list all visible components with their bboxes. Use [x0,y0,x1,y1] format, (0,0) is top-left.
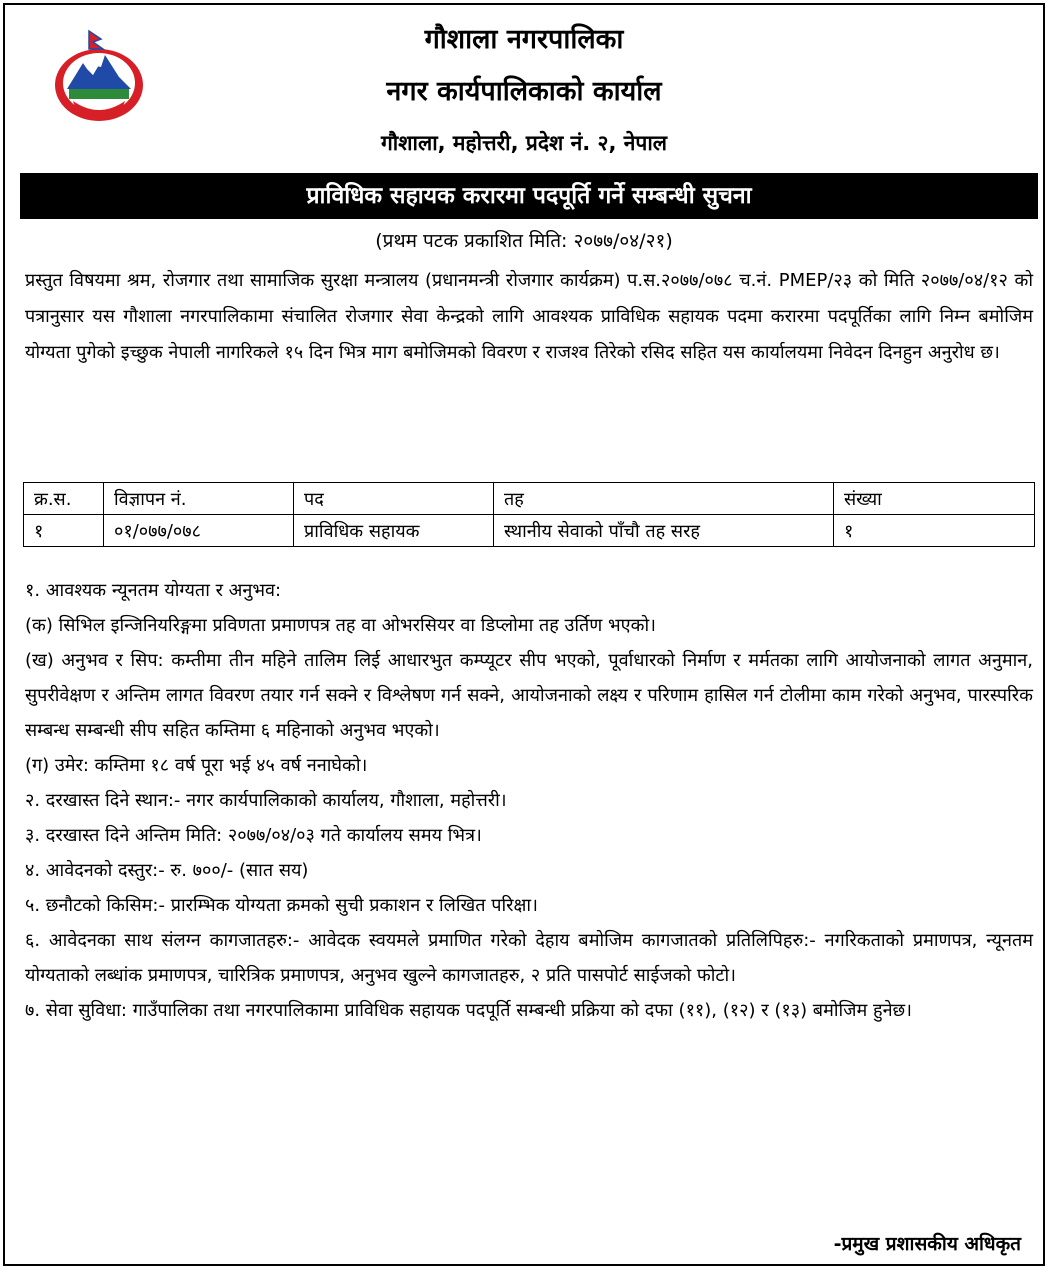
notice-body [25,573,1033,1028]
col-header-level: तह [494,483,834,515]
notice-title: प्राविधिक सहायक करारमा पदपूर्ति गर्ने सम्बन्धी सुचना [20,173,1038,219]
col-header-post: पद [294,483,494,515]
section-1-ka: (क) सिभिल इन्जिनियरिङ्गमा प्रविणता प्रमाणपत्र तह वा ओभरसियर वा डिप्लोमा तह उर्तिण भएको। [25,615,656,636]
vacancy-table [23,482,1035,547]
cell-serial: १ [24,515,104,547]
cell-post: प्राविधिक सहायक [294,515,494,547]
col-header-serial: क्र.स. [24,483,104,515]
table-row [24,515,1035,547]
col-header-count: संख्या [834,483,1035,515]
office-name: नगर कार्यपालिकाको कार्याल [386,76,662,107]
intro-paragraph: प्रस्तुत विषयमा श्रम, रोजगार तथा सामाजिक सुरक्षा मन्त्रालय (प्रधानमन्त्री रोजगार कार्यक्रम) प.स.२०७७/०७८ च.नं. PMEP/२३ को मिति २०७७/०४/१२ को पत्रानुसार यस गौशाला नगरपालिकामा संचालित रोजगार सेवा केन्द्रको लागि आवश्यक प्राविधिक सहायक पदमा करारमा पदपूर्तिका लागि निम्न बमोजिम योग्यता पुगेको इच्छुक नेपाली नागरिकले १५ दिन भित्र माग बमोजिमको विवरण र राजश्व तिरेको रसिद सहित यस कार्यालयमा निवेदन दिनहुन अनुरोध छ। [25,270,1033,363]
section-2: २. दरखास्त दिने स्थान:- नगर कार्यपालिकाको कार्यालय, गौशाला, महोत्तरी। [25,790,507,811]
section-5: ५. छनौटको किसिम:- प्रारम्भिक योग्यता क्रमको सुची प्रकाशन र लिखित परिक्षा। [25,895,538,916]
section-6: ६. आवेदनका साथ संलग्न कागजातहरु:- आवेदक स्वयमले प्रमाणित गरेको देहाय बमोजिम कागजातको प्रतिलिपिहरु:- नगरिकताको प्रमाणपत्र, न्यूनतम योग्यताको लब्धांक प्रमाणपत्र, चारित्रिक प्रमाणपत्र, अनुभव खुल्ने कागजातहरु, २ प्रति पासपोर्ट साईजको फोटो। [25,930,1033,986]
cell-level: स्थानीय सेवाको पाँचौ तह सरह [494,515,834,547]
section-1-ga: (ग) उमेर: कम्तिमा १८ वर्ष पूरा भई ४५ वर्ष ननाघेको। [25,755,368,776]
section-1-kha: (ख) अनुभव र सिप: कम्तीमा तीन महिने तालिम लिई आधारभुत कम्प्यूटर सीप भएको, पूर्वाधारको निर्माण र मर्मतका लागि आयोजनाको लागत अनुमान, सुपरीवेक्षण र अन्तिम लागत विवरण तयार गर्न सक्ने र विश्लेषण गर्न सक्ने, आयोजनाको लक्ष्य र परिणाम हासिल गर्न टोलीमा काम गरेको अनुभव, पारस्परिक सम्बन्ध सम्बन्धी सीप सहित कम्तिमा ६ महिनाको अनुभव भएको। [25,650,1033,741]
section-3: ३. दरखास्त दिने अन्तिम मिति: २०७७/०४/०३ गते कार्यालय समय भित्र। [25,825,482,846]
table-header-row [24,483,1035,515]
section-4: ४. आवेदनको दस्तुर:- रु. ७००/- (सात सय) [25,860,309,881]
cell-count: १ [834,515,1035,547]
municipality-name: गौशाला नगरपालिका [424,24,624,55]
section-7: ७. सेवा सुविधा: गाउँपालिका तथा नगरपालिकामा प्राविधिक सहायक पदपूर्ति सम्बन्धी प्रक्रिया को दफा (११), (१२) र (१३) बमोजिम हुनेछ। [25,1000,913,1021]
office-address: गौशाला, महोत्तरी, प्रदेश नं. २, नेपाल [380,131,668,155]
published-date: (प्रथम पटक प्रकाशित मिति: २०७७/०४/२१) [375,230,673,252]
section-1-title: १. आवश्यक न्यूनतम योग्यता र अनुभव: [25,580,282,601]
notice-page [3,3,1045,1266]
signature: -प्रमुख प्रशासकीय अधिकृत [833,1233,1021,1255]
cell-ad-number: ०१/०७७/०७८ [104,515,294,547]
col-header-ad-number: विज्ञापन नं. [104,483,294,515]
